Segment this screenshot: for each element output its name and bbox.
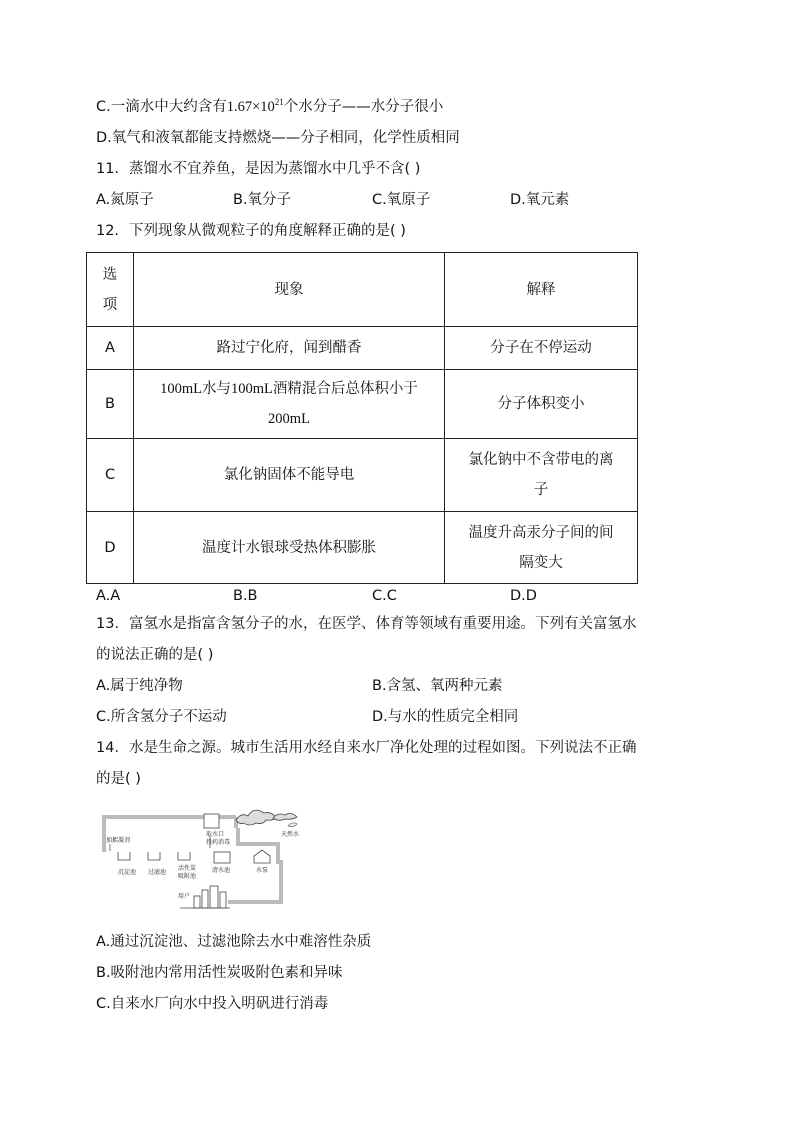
q13-option-d[interactable]: D.与水的性质完全相同 — [372, 709, 519, 725]
q12-row-b-phenomenon: 100mL水与100mL酒精混合后总体积小于 200mL — [134, 370, 445, 439]
q12-header-option: 选 项 — [87, 253, 134, 327]
table-row — [87, 370, 638, 439]
q12-row-a-option: A — [87, 327, 134, 370]
q12-option-c[interactable]: C.C — [372, 588, 397, 604]
q10c-exponent: 21 — [274, 97, 284, 108]
intake-box — [204, 814, 219, 828]
label-natural-water: 天然水 — [281, 831, 300, 838]
label-pump: 水泵 — [256, 867, 269, 874]
q11-stem: 11．蒸馏水不宜养鱼，是因为蒸馏水中几乎不含( ) — [96, 161, 421, 177]
label-settling-tank: 沉淀池 — [118, 869, 137, 876]
q12-row-c-explanation: 氯化钠中不含带电的离 子 — [445, 439, 638, 512]
q14-stem-line1: 14．水是生命之源。城市生活用水经自来水厂净化处理的过程如图。下列说法不正确 — [96, 740, 637, 756]
q12-row-b-option: B — [87, 370, 134, 439]
label-coagulant: 加絮凝剂 — [106, 837, 131, 844]
q14-option-c[interactable]: C.自来水厂向水中投入明矾进行消毒 — [96, 996, 329, 1012]
water-treatment-diagram — [98, 800, 313, 922]
label-filter-tank: 过滤池 — [148, 869, 167, 876]
q10c-text-before: C.一滴水中大约含有 — [96, 99, 227, 115]
q12-row-a-explanation: 分子在不停运动 — [445, 327, 638, 370]
label-intake: 取水口 — [206, 831, 225, 838]
q12-row-d-phenomenon: 温度计水银球受热体积膨胀 — [134, 512, 445, 584]
q12-stem: 12．下列现象从微观粒子的角度解释正确的是( ) — [96, 223, 406, 239]
label-carbon-2: 吸附池 — [178, 873, 197, 880]
q12-option-a[interactable]: A.A — [96, 588, 121, 604]
q11-option-a[interactable]: A.氮原子 — [96, 192, 154, 208]
q12-option-b[interactable]: B.B — [233, 588, 258, 604]
q12-row-a-phenomenon: 路过宁化府，闻到醋香 — [134, 327, 445, 370]
q12-row-c-phenomenon: 氯化钠固体不能导电 — [134, 439, 445, 512]
label-disinfect: 投药消毒 — [206, 839, 231, 846]
q10-option-d: D.氧气和液氧都能支持燃烧——分子相同，化学性质相同 — [96, 130, 460, 146]
table-row — [87, 439, 638, 512]
table-row — [87, 512, 638, 584]
q12-header-explanation: 解释 — [445, 253, 638, 327]
label-user: 用户 — [178, 893, 191, 900]
q13-stem-line1: 13．富氢水是指富含氢分子的水，在医学、体育等领域有重要用途。下列有关富氢水 — [96, 616, 637, 632]
q12-header-row — [87, 253, 638, 327]
q12-row-b-explanation: 分子体积变小 — [445, 370, 638, 439]
q13-option-c[interactable]: C.所含氢分子不运动 — [96, 709, 227, 725]
q13-option-a[interactable]: A.属于纯净物 — [96, 678, 183, 694]
q12-row-c-option: C — [87, 439, 134, 512]
q12-row-d-explanation: 温度升高汞分子间的间 隔变大 — [445, 512, 638, 584]
q11-option-c[interactable]: C.氧原子 — [372, 192, 431, 208]
label-carbon-1: 活性炭 — [178, 865, 197, 872]
q14-option-a[interactable]: A.通过沉淀池、过滤池除去水中难溶性杂质 — [96, 934, 372, 950]
q10c-number: 1.67×10 — [226, 99, 275, 115]
q13-stem-line2: 的说法正确的是( ) — [96, 647, 214, 663]
q12-option-d[interactable]: D.D — [510, 588, 537, 604]
q10c-text-after: 个水分子——水分子很小 — [283, 99, 444, 115]
q12-header-phenomenon: 现象 — [134, 253, 445, 327]
q13-option-b[interactable]: B.含氢、氧两种元素 — [372, 678, 503, 694]
q14-stem-line2: 的是( ) — [96, 771, 141, 787]
q12-row-d-option: D — [87, 512, 134, 584]
q11-option-d[interactable]: D.氧元素 — [510, 192, 570, 208]
q12-table — [86, 252, 638, 584]
user-buildings — [194, 886, 226, 908]
table-row — [87, 327, 638, 370]
label-clear-tank: 清水池 — [212, 867, 231, 874]
q14-option-b[interactable]: B.吸附池内常用活性炭吸附色素和异味 — [96, 965, 343, 981]
q10-option-c — [96, 97, 443, 117]
q11-option-b[interactable]: B.氧分子 — [233, 192, 292, 208]
tanks — [118, 850, 270, 863]
natural-water-icon — [236, 810, 297, 827]
